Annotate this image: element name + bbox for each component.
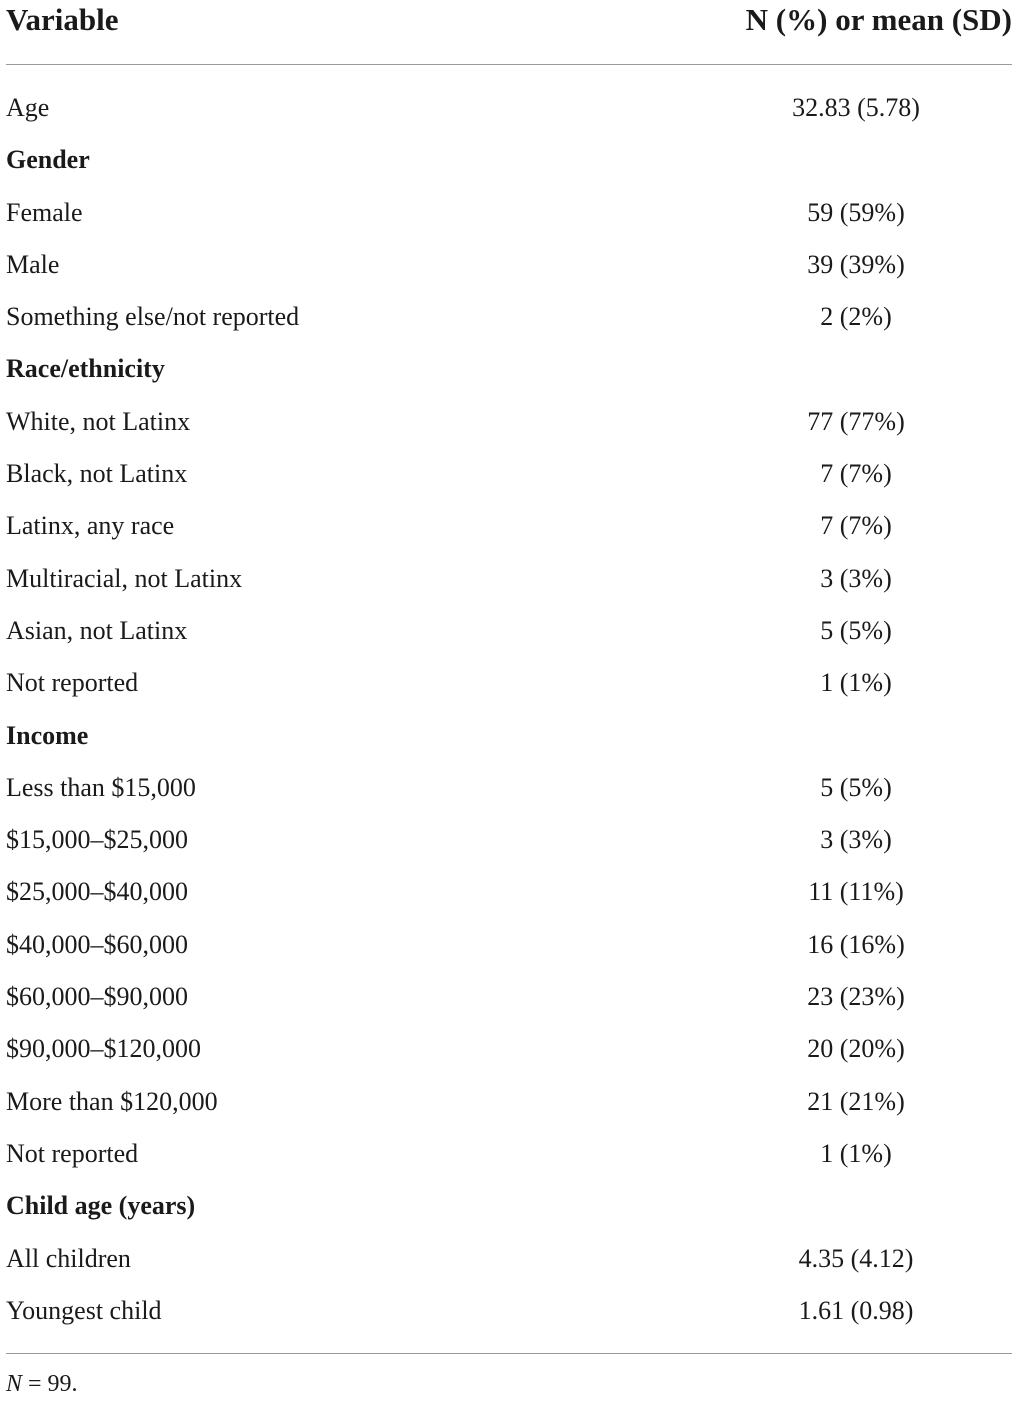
table-row <box>6 1289 1012 1341</box>
row-value: 1 (1%) <box>820 668 892 698</box>
row-label: Less than $15,000 <box>6 772 196 802</box>
row-value: 21 (21%) <box>807 1086 905 1116</box>
row-label: Latinx, any race <box>6 511 175 541</box>
table-row <box>6 295 1012 347</box>
row-label: $90,000–$120,000 <box>6 1034 201 1064</box>
header-value: N (%) or mean (SD) <box>745 2 1012 37</box>
row-label: $15,000–$25,000 <box>6 825 188 855</box>
row-label: More than $120,000 <box>6 1086 218 1116</box>
table-footnote <box>6 1368 78 1400</box>
row-label: All children <box>6 1243 131 1273</box>
row-label: White, not Latinx <box>6 406 191 436</box>
table-row <box>6 191 1012 243</box>
footnote-symbol: N <box>6 1371 23 1397</box>
row-label: Not reported <box>6 1138 139 1168</box>
section-heading-row <box>6 714 1012 766</box>
table-row <box>6 1132 1012 1184</box>
table-row <box>6 975 1012 1027</box>
row-label: $60,000–$90,000 <box>6 982 188 1012</box>
row-value: 32.83 (5.78) <box>792 93 920 122</box>
row-label: Age <box>6 93 50 122</box>
table-row <box>6 557 1012 609</box>
row-label: Something else/not reported <box>6 302 300 332</box>
table-header <box>6 0 1012 65</box>
table-row <box>6 661 1012 713</box>
row-value: 7 (7%) <box>820 511 892 541</box>
row-label: $25,000–$40,000 <box>6 877 188 907</box>
row-value: 1 (1%) <box>820 1138 892 1168</box>
row-value: 23 (23%) <box>807 982 905 1012</box>
table-row <box>6 609 1012 661</box>
table-row <box>6 1027 1012 1079</box>
row-value: 1.61 (0.98) <box>798 1295 914 1325</box>
table-row <box>6 1237 1012 1289</box>
row-label: Female <box>6 197 83 227</box>
table-row <box>6 870 1012 922</box>
row-value: 20 (20%) <box>807 1034 905 1064</box>
table-row <box>6 766 1012 818</box>
table-body <box>6 65 1012 1341</box>
row-value: 16 (16%) <box>807 929 905 959</box>
row-value: 11 (11%) <box>808 877 904 907</box>
row-value: 59 (59%) <box>807 197 905 227</box>
table-row <box>6 504 1012 556</box>
section-heading-row <box>6 138 1012 190</box>
row-value: 7 (7%) <box>820 459 892 489</box>
table-row <box>6 1080 1012 1132</box>
table-bottom-rule <box>6 1353 1012 1354</box>
table-row <box>6 923 1012 975</box>
row-value: 77 (77%) <box>807 406 905 436</box>
table-row <box>6 243 1012 295</box>
section-heading-row <box>6 347 1012 399</box>
table-row <box>6 818 1012 870</box>
section-heading: Gender <box>6 145 90 175</box>
table-row <box>6 452 1012 504</box>
row-value: 3 (3%) <box>820 563 892 593</box>
table-row <box>6 86 1012 138</box>
row-label: $40,000–$60,000 <box>6 929 188 959</box>
section-heading-row <box>6 1184 1012 1236</box>
footnote-text: = 99. <box>22 1371 78 1397</box>
row-label: Asian, not Latinx <box>6 615 188 645</box>
row-label: Not reported <box>6 668 139 698</box>
row-label: Multiracial, not Latinx <box>6 563 243 593</box>
row-value: 4.35 (4.12) <box>798 1243 914 1273</box>
row-value: 3 (3%) <box>820 825 892 855</box>
row-label: Black, not Latinx <box>6 459 188 489</box>
row-value: 5 (5%) <box>820 615 892 645</box>
header-variable: Variable <box>6 2 119 37</box>
row-label: Youngest child <box>6 1295 162 1325</box>
section-heading: Race/ethnicity <box>6 354 165 384</box>
demographics-table <box>6 0 1012 1341</box>
table-row <box>6 400 1012 452</box>
row-label: Male <box>6 249 60 279</box>
row-value: 39 (39%) <box>807 249 905 279</box>
row-value: 2 (2%) <box>820 302 892 332</box>
section-heading: Income <box>6 720 89 750</box>
row-value: 5 (5%) <box>820 772 892 802</box>
section-heading: Child age (years) <box>6 1191 196 1221</box>
